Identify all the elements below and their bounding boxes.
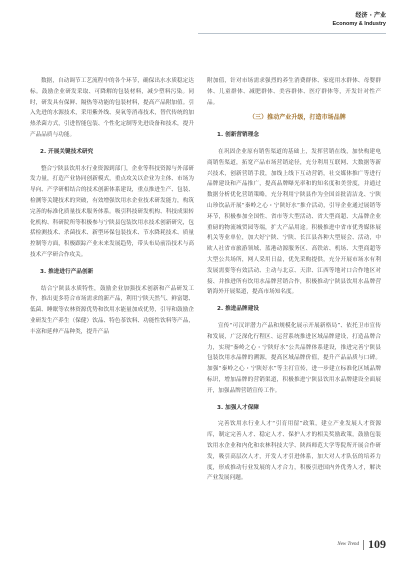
page-header [333,12,386,28]
paragraph: 宣传“可汉评潜力产品和规模化展示开展新格局”、依托卫市宣传和发展，广泛深化行程区、运营系统推进区域品牌建设，打造品牌合力，实现“秦岭之心・宁陕好水”公共品牌体系建设，推进完善宁陕县包装饮用水品牌的溯源，提高区域品牌价值，提升产品品质与口碑。加强“秦岭之心・宁陕好水”等主打宣传，进一步建立标准化区域品牌标识，增加品牌的营销渠道，积极推进宁陕县饮用水品牌建设全面展开，加强品牌营销宣传工作。 [207,322,381,394]
paragraph: 结合宁陕县水质特性，鼓励企业加强技术创新和产品研发工作，推出更多符合市场需求的新产品，利用宁陕天然气、鲜富锶、低菌、睡眠等农林资源优势和饮用水能量加成优势，引导和鼓励企业研发生产养生（保健）饮品、特色茶饮料、功能性饮料等产品，丰富和延伸产品种类，提升产品 [30,285,194,335]
magazine-name: New Trend [337,542,359,547]
paragraph: 附加值，针对市场需求强烈的养生消费群体、家庭用水群体、母婴群体、儿童群体、减肥群体、美容群体、医疗群体等，开发针对性产品。 [207,78,381,106]
paragraph: 数据，自动调节工艺流程中的各个环节，确保出水水质稳定达标。鼓励企业研发采取、可降解的包装材料，减少塑料污染。同时，研发具有保鲜、隔热等功能的包装材料，提高产品附加值。引入先进的水源技术，采用紫外线、臭氧等消毒技术，替代传统的加热杀菌方式，引进智能包装、个性化定制等先进设备和技术，提升产品品质与功能。 [30,78,194,138]
footer-divider [363,540,364,550]
left-column [30,76,194,338]
paragraph: 在巩固企业原有销售渠道的基础上，发挥营销在线，加快构建电商销售渠道，拓宽产品市场营销途径，充分利用互联网、大数据等新兴技术，创新营销手段，加线上线下互动营销，社交媒体推广等进行品牌建设和产品推广，提高品牌曝光率和的知名度和美誉度，并通过数据分析优化营销策略，充分利用宁陕县作为全国首批清洁龙、宁陕山珍饮品开展“秦岭之心・宁陕好水”推介活动，引导企业通过展销等环节，积极参加全国性、省市等大型活动、省大型商超、大品牌企业重磅的物流城贸园等端，扩大产品用途。积极推进中省市优秀媒体展机关等业单位，加大好宁陕、宁陕、长江县各种大型展会、活动，中欧人社省市旅游领域、蓝港动源服务区、高铁站、机场、大型商超等大型公共场所，网人采用日益，优先采购提供，充分开展市场水有利发展需要等有效活动、主动与北京、天津、江西等地对口合作地区对接、并推进所有饮用水品牌营销合作，积极推动宁陕县饮用水品牌营销海外开展渠道，提高市场知名度。 [207,148,381,296]
subheading: 3. 推进进行产品创新 [40,268,94,275]
section-title-zh: 经济 · 产业 [355,12,386,19]
header-divider [198,33,386,34]
subheading: 2. 推进品牌建设 [217,306,259,313]
subheading: 2. 开展关键技术研究 [40,148,94,155]
section-title-en: Economy & Industry [332,21,386,27]
paragraph: 完善饮用水行业人才“引育用留”政策，建立产业发展人才资源库，制定完善人才、稳定人才、保护人才的相关奖励政策，鼓励包装饮用水企业和内化和农林科技大学、陕西师范大学等院所开展合作研发，吸引高层次人才，开发人才引进体系，加大对人才队伍的培养力度，形成推动行业发展的人才合力，积极引进国内外优秀人才，解决产业发展问题。 [207,421,381,482]
page-footer [337,537,386,552]
subheading: 3. 加强人才保障 [217,404,259,411]
section-heading: （三）推动产业升级，打造市场品牌 [249,114,346,122]
subheading: 1. 创新营销理念 [217,132,259,139]
page-number: 109 [368,537,386,551]
right-column [207,76,381,484]
paragraph: 整合宁陕县饮用水行业资源到部门，企业等科技资源与外部研发力量，打造产业协同创新模式，重点攻关以企业为主体、市场为导向、产学研相结合的技术创新体系建设，重点推进生产、包装、检测等关键技术的突破，有效增强饮用水企业技术研发能力，构筑完善的标准化质量技术服务体系。吸引科技研发机构、科技成果转化机构、科研院所等积极参与宁陕县包装饮用水技术创新研究，包括检测技术、杀菌技术、新型环保包装技术、节水降耗技术、质量控制等方面，积极跟踪产业未来发展趋势，带头布局前沿技术与高技术产学研合作攻关。 [30,165,194,258]
